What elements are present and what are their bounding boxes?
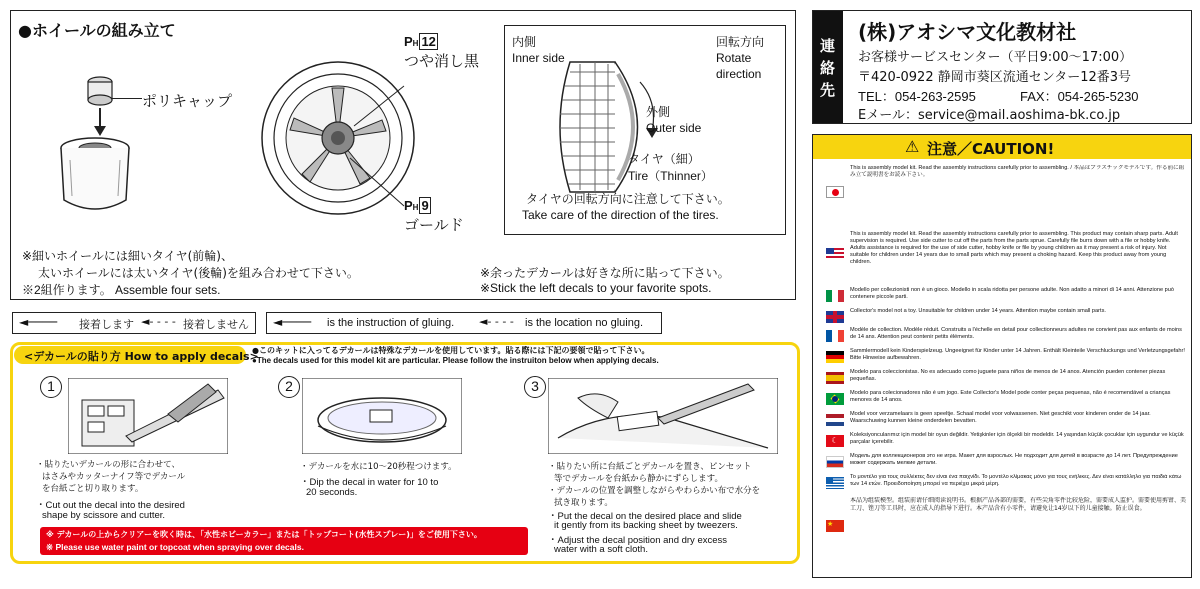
paint-bottom-name: ゴールド [404, 216, 464, 234]
flag-japan-icon [826, 186, 844, 198]
flag-usa-icon [826, 248, 844, 260]
step3-applying-illustration [548, 378, 778, 454]
caution-row-fr [822, 326, 1190, 347]
tire-label-en: Tire（Thinner） [628, 169, 713, 183]
dashed-arrow-icon: ◄- - - - [141, 315, 176, 328]
flag-greece-icon [826, 477, 844, 489]
caution-row-ru [822, 452, 1190, 473]
decal-warning-jp: ※ デカールの上からクリアーを吹く時は、「水性ホビーカラー」または「トップコート(水性スプレー)」をご使用下さい。 [46, 530, 482, 539]
company-name: (株)アオシマ文化教材社 [858, 20, 1077, 44]
step-number-2: 2 [278, 376, 300, 398]
flag-brazil-icon [826, 393, 844, 405]
decal-leftover-jp: ※余ったデカールは好きな所に貼って下さい。 [480, 266, 730, 280]
contact-label: 連絡先 [820, 37, 836, 99]
paint-prefix: P [404, 198, 413, 213]
step1-cutting-illustration [68, 378, 228, 454]
flag-turkey-icon: ☾ [826, 435, 844, 447]
step1-text-en2: shape by scissore and cutter. [42, 510, 166, 521]
gluing-legend-jp [12, 312, 256, 334]
wheel-illustration [258, 58, 418, 218]
flag-china-icon: ★ [826, 520, 844, 532]
caution-row-uk [822, 307, 1190, 328]
step2-text-jp: ・デカールを水に10～20秒程つけます。 [300, 462, 457, 472]
step2-water-dish-illustration [302, 378, 462, 454]
caution-text-gr: Το μοντέλο για τους συλλέκτες δεν είναι ένα παιχνίδι. Το μοντέλο κλίμακας μόνο για τους ενήλικες. Δεν είναι κατάλληλο για παιδιά κάτω των 14 ετών. Προειδοποίηση μπορεί να περιέχει μικρά μέρη. [850, 474, 1182, 487]
polycap-leader-line [112, 98, 142, 99]
tire-inner-jp: 内側 [512, 35, 537, 49]
tire-note-en: Take care of the direction of the tires. [522, 208, 719, 222]
step3-text-jp1: ・貼りたい所に台紙ごとデカールを置き、ピンセット [548, 462, 752, 472]
paint-number: 9 [421, 198, 429, 213]
tire-rotate-en: Rotate [716, 51, 752, 65]
flag-france-icon [826, 330, 844, 342]
step1-text-en1: ・Cut out the decal into the desired [36, 500, 185, 511]
tire-label-jp: タイヤ（細） [628, 152, 700, 166]
caution-row-en [822, 230, 1190, 286]
caution-text-it: Modello per collezionisti non è un gioco. Modello in scala ridotta per persone adulte. Non adatto a minori di 14 anni. Attenzione può contenere piccole parti. [850, 287, 1175, 300]
caution-row-jp [822, 164, 1190, 228]
decal-leftover-en: ※Stick the left decals to your favorite spots. [480, 281, 712, 295]
dashed-arrow-icon: ◄- - - - [479, 315, 514, 328]
company-email: Eメール：service@mail.aoshima-bk.co.jp [858, 108, 1121, 123]
caution-text-tr: Koleksiyoncularımız için model bir oyun değildir. Yetişkinler için ölçekli bir modeldir. 14 yaşından küçük çocuklar için uygundur ve küçük parçalar içerebilir. [850, 432, 1184, 445]
caution-text-br: Modelo para colecionadores não é um jogo. Este Collector's Model pode conter peças pequenas, não é recomendável a crianças menores de 14 anos. [850, 390, 1171, 403]
caution-text-fr: Modèle de collection. Modèle réduit. Construits a l'échelle en detail pour collectionneurs adultes ne convient pas aux enfants de moins de 14 ans. Attention peut contenir petits éléments. [850, 327, 1182, 340]
tire-rotate-en2: direction [716, 67, 762, 81]
paint-sub: H [412, 39, 419, 48]
solid-arrow-icon: ◄──── [19, 315, 58, 329]
caution-text-nl: Model voor verzamelaars is geen speeltje. Schaal model voor volwassenen. Niet geschikt voor kinderen onder de 14 jaar. Waarschuwing kunnen kleine onderdelen bevatten. [850, 411, 1151, 424]
tire-outer-jp: 外側 [646, 105, 671, 119]
company-address: 〒420-0922 静岡市葵区流通センター12番3号 [858, 70, 1132, 85]
glue-label-jp: 接着します [79, 318, 134, 331]
step3-text-en3: ・Adjust the decal position and dry excess [548, 535, 728, 546]
step3-text-jp2: 等でデカールを台紙から静かにずらします。 [554, 474, 723, 484]
tire-note-jp: タイヤの回転方向に注意して下さい。 [526, 192, 730, 206]
flag-spain-icon [826, 372, 844, 384]
assembly-note1: ※細いホイールには細いタイヤ(前輪)、 [22, 249, 233, 263]
caution-text-es: Modelo para coleccionistas. No es adecuado como juguete para niños de menos de 14 anos. Atención pueden contener piezas pequeñas. [850, 369, 1166, 382]
step1-text-jp1: ・貼りたいデカールの形に合わせて、 [36, 460, 180, 470]
caution-row-br [822, 389, 1190, 410]
contact-label-box [813, 11, 843, 123]
caution-row-de [822, 347, 1190, 368]
gluing-legend-en [266, 312, 662, 334]
company-tel: TEL：054-263-2595 [858, 89, 976, 104]
caution-text-jp: This is assembly model kit. Read the assembly instructions carefully prior to assembling. / 本品はプラスチックモデルです。作る前に組み立て説明書をお読み下さい。 [850, 165, 1185, 178]
caution-text-ru: Модель для коллекционеров это не игра. Макет для взрослых. Не подходит для детей в возрасте до 14 лет. Предупреждение может содержать мелкие детали. [850, 453, 1178, 466]
noglue-label-jp: 接着しません [183, 318, 249, 331]
caution-title: 注意／CAUTION! [927, 140, 1055, 158]
paint-top-code [404, 34, 438, 49]
step2-text-en1: ・Dip the decal in water for 10 to [300, 477, 439, 488]
caution-text-en: This is assembly model kit. Read the assembly instructions carefully prior to assembling. This product may contain sharp parts. Adult supervision is required. Use side cutter to cut off the parts from the parts sprue. Carefully file burrs down with a file or hobby knife. Adults assistance is required for the use of side cutter, hobby knife or file by young children as it may present a risk of injury. Not suitable for children under 14 years due to small parts which may present a choking hazard. Keep this product away from young children. [850, 231, 1178, 265]
caution-row-es [822, 368, 1190, 389]
warning-triangle-icon: ⚠ [905, 137, 920, 156]
caution-row-tr [822, 431, 1190, 452]
decal-warning-en: ※ Please use water paint or topcoat when spraying over decals. [46, 542, 304, 552]
assembly-note1-line2: 太いホイールには太いタイヤ(後輪)を組み合わせて下さい。 [38, 266, 359, 280]
flag-germany-icon [826, 351, 844, 363]
step1-text-jp2: はさみやカッターナイフ等でデカール [42, 472, 186, 482]
caution-row-cn [822, 496, 1190, 560]
decal-intro-jp: ●このキットに入ってるデカールは特殊なデカールを使用しています。貼る際には下記の要領で貼って下さい。 [252, 346, 650, 355]
caution-text-de: Sammlermodell kein Kinderspielzeug. Ungeeignet für Kinder unter 14 Jahren. Enthält Kleinteile Verschluckungs und Verletzungsgefahr! Bitte Hinweise aufbewahren. [850, 348, 1185, 361]
caution-row-nl [822, 410, 1190, 431]
caution-text-cn: 本品为组装模型。组装前请仔细阅读说明书。根据产品各部的需要，有些尖角零件比较危险，需要成人监护。需要使用剪钳、美工刀、锉刀等工具时，应在成人的指导下进行。本产品含有小零件，请避免让14岁以下的儿童接触。防止误食。 [850, 497, 1186, 512]
caution-text-uk: Collector's model not a toy. Unsuitable for children under 14 years. Attention maybe contain small parts. [850, 308, 1106, 314]
caution-row-it [822, 286, 1190, 307]
assembly-note2: ※2組作ります。 Assemble four sets. [22, 283, 221, 297]
decal-header: <デカールの貼り方 How to apply decals> [24, 350, 259, 363]
step3-text-en2: it gently from its backing sheet by tweezers. [554, 520, 738, 531]
paint-sub: H [412, 203, 419, 212]
company-service-center: お客様サービスセンター（平日9:00～17:00） [858, 50, 1133, 65]
solid-arrow-icon: ◄──── [273, 315, 312, 329]
paint-prefix: P [404, 34, 413, 49]
step3-text-jp3: ・デカールの位置を調整しながらやわらかい布で水分を [548, 486, 761, 496]
step3-text-en4: water with a soft cloth. [554, 544, 648, 555]
decal-warning-box [40, 527, 528, 555]
step3-text-jp4: 拭き取ります。 [554, 498, 613, 508]
paint-top-name: つや消し黒 [404, 52, 480, 70]
tire-inner-en: Inner side [512, 51, 565, 65]
step-number-1: 1 [40, 376, 62, 398]
step3-text-en1: ・Put the decal on the desired place and slide [548, 511, 742, 522]
step1-text-jp3: を台紙ごと切り取ります。 [42, 484, 144, 494]
tire-outer-en: Outer side [646, 121, 702, 135]
polycap-illustration [50, 70, 150, 220]
company-fax: FAX：054-265-5230 [1020, 89, 1139, 104]
flag-uk-icon [826, 311, 844, 323]
paint-number: 12 [421, 34, 436, 49]
step-number-3: 3 [524, 376, 546, 398]
tire-rotate-jp: 回転方向 [716, 35, 765, 49]
glue-label-en: is the instruction of gluing. [327, 317, 455, 329]
noglue-label-en: is the location no gluing. [525, 317, 644, 329]
flag-netherlands-icon [826, 414, 844, 426]
caution-header [813, 135, 1191, 159]
caution-row-gr [822, 473, 1190, 494]
step2-text-en2: 20 seconds. [306, 487, 358, 498]
polycap-label: ポリキャップ [142, 92, 233, 110]
flag-russia-icon [826, 456, 844, 468]
assembly-title: ●ホイールの組み立て [18, 21, 176, 40]
decal-intro-en: ●The decals used for this model kit are particular. Please follow the instruiton below when applying decals. [252, 356, 659, 365]
flag-italy-icon [826, 290, 844, 302]
decal-header-badge [14, 346, 259, 364]
